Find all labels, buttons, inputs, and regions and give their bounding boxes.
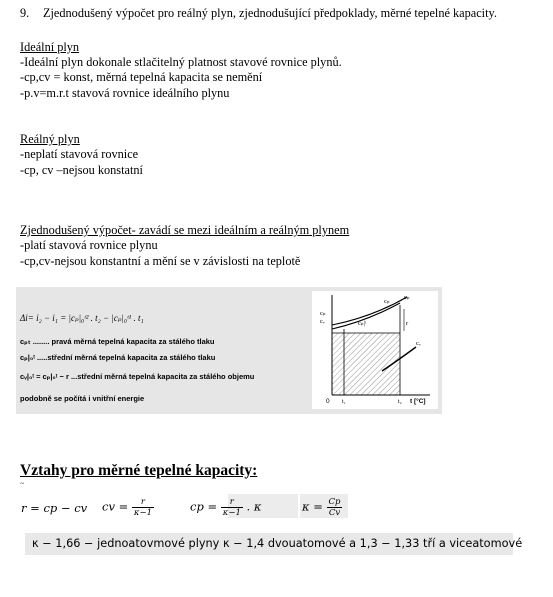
figure-line-2: cₚ|₀ᵗ .....střední měrná tepelná kapacita za stálého tlaku xyxy=(20,353,216,362)
simplified-heading: Zjednodušený výpočet- zavádí se mezi ideálním a reálným plynem xyxy=(20,223,350,237)
real-line-2: -cp, cv –nejsou konstatní xyxy=(20,163,143,177)
real-line-1: -neplatí stavová rovnice xyxy=(20,147,139,161)
t1-label: t₁ xyxy=(342,399,346,405)
figure-line-3: cᵥ|₀ᵗ = cₚ|₀ᵗ − r ...střední měrná tepelná kapacita za stálého objemu xyxy=(20,372,255,381)
r-equation: r = cp − cv xyxy=(21,501,88,515)
kappa-values: κ − 1,66 − jednoatovmové plyny κ − 1,4 dvouatomové a 1,3 − 1,33 tří a viceatomové xyxy=(32,537,523,550)
question-number: 9. xyxy=(20,6,30,20)
cv-denominator: κ−1 xyxy=(133,508,152,518)
cp-equation xyxy=(190,497,261,518)
real-heading: Reálný plyn xyxy=(20,132,80,146)
kappa-numerator: Cp xyxy=(328,497,341,507)
enthalpy-formula: Δi= i₂ − i₁ = |cₚ|₀ᵗ² . t₂ − |cₚ|₀ᵗ¹ . t₁ xyxy=(20,313,144,323)
ideal-heading: Ideální plyn xyxy=(20,40,80,54)
heat-capacity-figure xyxy=(16,287,442,414)
y-label-cv: cᵥ xyxy=(320,318,325,325)
graph-svg xyxy=(312,291,438,409)
t2-label: t₂ xyxy=(398,399,402,405)
curve-cp-label: cₚ xyxy=(384,298,390,305)
relations-heading: Vztahy pro měrné tepelné kapacity: xyxy=(20,462,258,479)
r-label: r xyxy=(406,320,409,327)
cp-denominator: κ−1 xyxy=(222,508,241,518)
origin-label: 0 xyxy=(326,398,330,405)
kappa-eq-left: κ = xyxy=(302,499,323,514)
cv-curve-label: cᵥ xyxy=(416,340,421,347)
simplified-line-2: -cp,cv-nejsou konstantní a mění se v závislosti na teplotě xyxy=(20,254,301,268)
cp-fraction xyxy=(221,497,243,518)
y-label-cp: cₚ xyxy=(320,310,326,317)
ideal-line-3: -p.v=m.r.t stavová rovnice ideálního plynu xyxy=(20,86,230,100)
ideal-line-2: -cp,cv = konst, měrná tepelná kapacita se nemění xyxy=(20,70,263,84)
cv-equation xyxy=(102,497,154,518)
figure-line-4: podobně se počítá i vnitřní energie xyxy=(20,394,145,403)
heat-capacity-graph xyxy=(312,291,438,409)
x-axis-label: t [°C] xyxy=(410,398,426,405)
cv-eq-left: cv = xyxy=(102,499,129,514)
simplified-line-1: -platí stavová rovnice plynu xyxy=(20,238,158,252)
kappa-fraction xyxy=(327,497,343,518)
ideal-line-1: -Ideální plyn dokonale stlačitelný platnost stavové rovnice plynů. xyxy=(20,55,342,69)
tilde-mark: ~ xyxy=(20,479,25,488)
question-text: Zjednodušený výpočet pro reálný plyn, zjednodušující předpoklady, měrné tepelné kapacity. xyxy=(43,6,497,20)
kappa-denominator: Cv xyxy=(328,508,341,518)
cp-eq-left: cp = xyxy=(190,499,218,514)
cv-fraction xyxy=(132,497,154,518)
kappa-equation xyxy=(302,497,342,518)
cv-numerator: r xyxy=(132,497,154,508)
cp-numerator: r xyxy=(221,497,243,508)
cp-eq-right: . κ xyxy=(246,499,262,514)
curve-cp2-label: cₚ xyxy=(404,294,410,301)
curve-ct-label: cₚ|ᵗ xyxy=(358,320,367,327)
figure-line-1: cₚₜ ........ pravá měrná tepelná kapacita za stálého tlaku xyxy=(20,337,215,346)
